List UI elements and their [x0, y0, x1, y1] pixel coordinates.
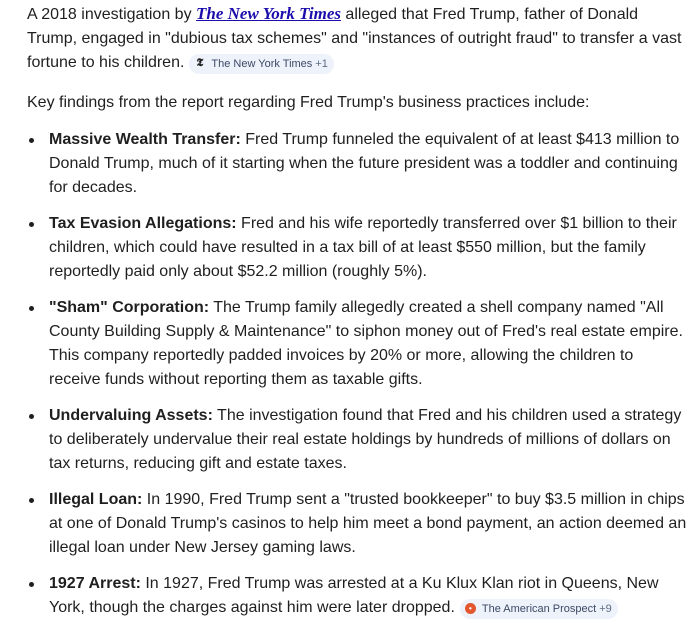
bullet-icon [29, 582, 34, 587]
finding-text: Fred and his wife reportedly transferred over $1 billion to their children, which could have resulted in a tax bill of at least $550 million, but the family reportedly paid only about $52.2 million (roughly 5%). [49, 215, 677, 280]
finding-item [27, 488, 686, 560]
finding-term: "Sham" Corporation: [49, 299, 210, 316]
finding-text: The investigation found that Fred and his children used a strategy to deliberately undervalue their real estate holdings by hundreds of millions of dollars on tax returns, reducing gift and estate taxes. [49, 407, 682, 472]
finding-text: The Trump family allegedly created a shell company named "All County Building Supply & Maintenance" to siphon money out of Fred's real estate empire. This company reportedly padded invoices by 20% or more, allowing the children to receive funds without reporting them as taxable gifts. [49, 299, 683, 388]
bullet-icon [29, 498, 34, 503]
findings-lead: Key findings from the report regarding Fred Trump's business practices include: [27, 94, 590, 111]
finding-term: 1927 Arrest: [49, 575, 141, 592]
source-chip-count: +9 [599, 602, 612, 615]
source-chip-count: +1 [315, 57, 328, 70]
finding-text: In 1990, Fred Trump sent a "trusted bookkeeper" to buy $3.5 million in chips at one of Donald Trump's casinos to help him meet a bond payment, an action deemed an illegal loan under New Jersey gaming laws. [49, 491, 686, 556]
finding-term: Illegal Loan: [49, 491, 143, 508]
source-chip-label: The New York Times [211, 57, 313, 70]
finding-item [27, 212, 686, 284]
finding-item [27, 128, 686, 200]
bullet-icon [29, 222, 34, 227]
source-chip-label: The American Prospect [481, 602, 597, 615]
findings-list [27, 128, 686, 620]
finding-item [27, 572, 686, 620]
intro-paragraph [27, 2, 686, 75]
finding-text: In 1927, Fred Trump was arrested at a Ku Klux Klan riot in Queens, New York, though the charges against him were later dropped. [49, 575, 659, 616]
bullet-icon [29, 306, 34, 311]
intro-text-before: A 2018 investigation by [27, 6, 197, 23]
american-prospect-logo-icon: • [465, 603, 476, 614]
nyt-logo-icon: 𝕿 [196, 57, 204, 69]
finding-term: Undervaluing Assets: [49, 407, 213, 424]
source-chip-nyt[interactable] [189, 54, 333, 74]
intro-text-after: alleged that Fred Trump, father of Donald Trump, engaged in "dubious tax schemes" and "instances of outright fraud" to transfer a vast fortune to his children. [27, 6, 682, 71]
bullet-icon [29, 138, 34, 143]
bullet-icon [29, 414, 34, 419]
nyt-link[interactable]: The New York Times [196, 4, 341, 23]
finding-item [27, 404, 686, 476]
finding-item [27, 296, 686, 392]
source-chip-american-prospect[interactable] [460, 599, 618, 619]
finding-text: Fred Trump funneled the equivalent of at least $413 million to Donald Trump, much of it starting when the future president was a toddler and continuing for decades. [49, 131, 680, 196]
finding-term: Tax Evasion Allegations: [49, 215, 237, 232]
finding-term: Massive Wealth Transfer: [49, 131, 241, 148]
